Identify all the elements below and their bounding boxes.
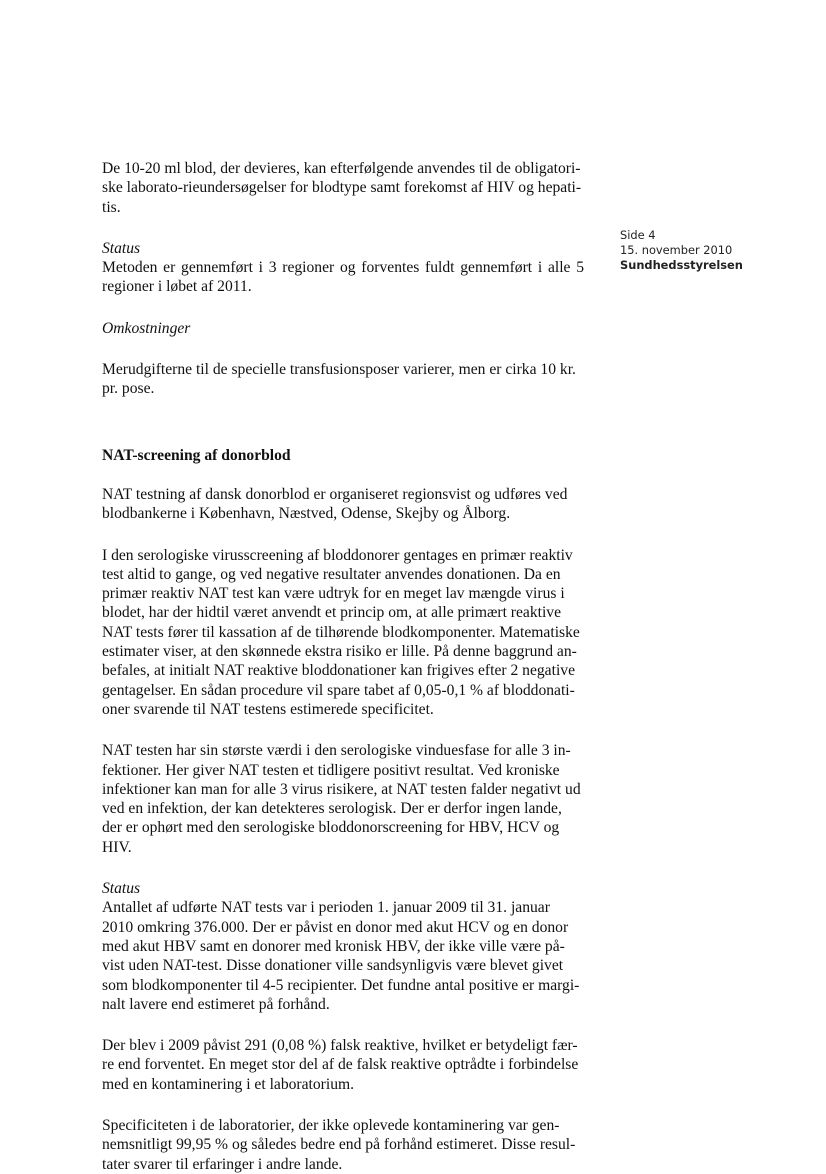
text-line: re end forventet. En meget stor del af de falsk reaktive optrådte i forbindelse xyxy=(102,1056,579,1074)
text-line: gentagelser. En sådan procedure vil spare tabet af 0,05-0,1 % af bloddonati- xyxy=(102,681,575,699)
text-line: primær reaktiv NAT test kan være udtryk for en meget lav mængde virus i xyxy=(102,585,565,603)
page-number: Side 4 xyxy=(620,228,656,242)
text-line: Specificiteten i de laboratorier, der ikke oplevede kontaminering var gen- xyxy=(102,1116,560,1134)
paragraph-nat-organisation xyxy=(102,485,584,524)
text-line: fektioner. Her giver NAT testen et tidligere positivt resultat. Ved kroniske xyxy=(102,761,560,779)
text-line: vist uden NAT-test. Disse donationer ville sandsynligvis være blevet givet xyxy=(102,957,564,975)
organisation-name: Sundhedsstyrelsen xyxy=(620,258,743,272)
text-line: blodet, har der hidtil været anvendt et princip om, at alle primært reaktive xyxy=(102,604,562,622)
text-line: NAT tests fører til kassation af de tilhørende blodkomponenter. Matematiske xyxy=(102,623,580,641)
status-label: Status xyxy=(102,880,141,898)
status-section-2 xyxy=(102,879,584,1014)
text-line: Antallet af udførte NAT tests var i perioden 1. januar 2009 til 31. januar xyxy=(102,899,550,917)
text-line: ske laborato-rieundersøgelser for blodtype samt forekomst af HIV og hepati- xyxy=(102,179,582,197)
text-line: befales, at initialt NAT reaktive bloddonationer kan frigives efter 2 negative xyxy=(102,662,575,680)
paragraph-blood-diversion xyxy=(102,159,584,217)
text-line: Der blev i 2009 påvist 291 (0,08 %) falsk reaktive, hvilket er betydeligt fær- xyxy=(102,1037,578,1055)
text-line: pr. pose. xyxy=(102,380,155,398)
text-line: De 10-20 ml blod, der devieres, kan efterfølgende anvendes til de obligatori- xyxy=(102,160,581,177)
text-line: som blodkomponenter til 4-5 recipienter. Det fundne antal positive er margi- xyxy=(102,976,580,994)
text-line: test altid to gange, og ved negative resultater anvendes donationen. Da en xyxy=(102,565,561,583)
paragraph-nat-reactive xyxy=(102,546,584,720)
costs-label: Omkostninger xyxy=(102,319,191,337)
status-label: Status xyxy=(102,239,141,257)
text-line: infektioner kan man for alle 3 virus risikere, at NAT testen falder negativt ud xyxy=(102,780,581,798)
text-line: HIV. xyxy=(102,838,132,856)
text-line: I den serologiske virusscreening af bloddonorer gentages en primær reaktiv xyxy=(102,546,573,564)
text-line: oner svarende til NAT testens estimerede specificitet. xyxy=(102,700,434,718)
text-line: regioner i løbet af 2011. xyxy=(102,278,252,296)
text-line: tater svarer til erfaringer i andre lande. xyxy=(102,1155,343,1173)
text-line: Merudgifterne til de specielle transfusionsposer varierer, men er cirka 10 kr. xyxy=(102,361,576,379)
text-line: tis. xyxy=(102,198,121,216)
text-line: ved en infektion, der kan detekteres serologisk. Der er derfor ingen lande, xyxy=(102,800,562,818)
text-line: estimater viser, at den skønnede ekstra risiko er lille. På denne baggrund an- xyxy=(102,643,577,661)
text-line: med akut HBV samt en donorer med kronisk HBV, der ikke ville være på- xyxy=(102,937,565,955)
text-line: NAT testning af dansk donorblod er organiseret regionsvist og udføres ved xyxy=(102,485,568,503)
document-date: 15. november 2010 xyxy=(620,243,733,257)
section-heading-nat: NAT-screening af donorblod xyxy=(102,446,291,464)
text-line: 2010 omkring 376.000. Der er påvist en donor med akut HCV og en donor xyxy=(102,918,569,936)
status-section-1 xyxy=(102,239,584,297)
text-line: blodbankerne i København, Næstved, Odense, Skejby og Ålborg. xyxy=(102,505,511,523)
paragraph-costs xyxy=(102,360,584,399)
text-line: der er ophørt med den serologiske bloddonorscreening for HBV, HCV og xyxy=(102,819,560,837)
text-line: med en kontaminering i et laboratorium. xyxy=(102,1075,355,1093)
text-line: nemsnitligt 99,95 % og således bedre end på forhånd estimeret. Disse resul- xyxy=(102,1136,576,1154)
paragraph-false-reactive xyxy=(102,1036,584,1094)
page-sidebar xyxy=(620,228,810,273)
text-line: Metoden er gennemført i 3 regioner og forventes fuldt gennemført i alle 5 xyxy=(102,259,584,277)
text-line: nalt lavere end estimeret på forhånd. xyxy=(102,995,330,1013)
document-body xyxy=(102,159,584,1174)
paragraph-specificity xyxy=(102,1116,584,1174)
text-line: NAT testen har sin største værdi i den serologiske vinduesfase for alle 3 in- xyxy=(102,742,571,760)
paragraph-nat-window-phase xyxy=(102,741,584,857)
